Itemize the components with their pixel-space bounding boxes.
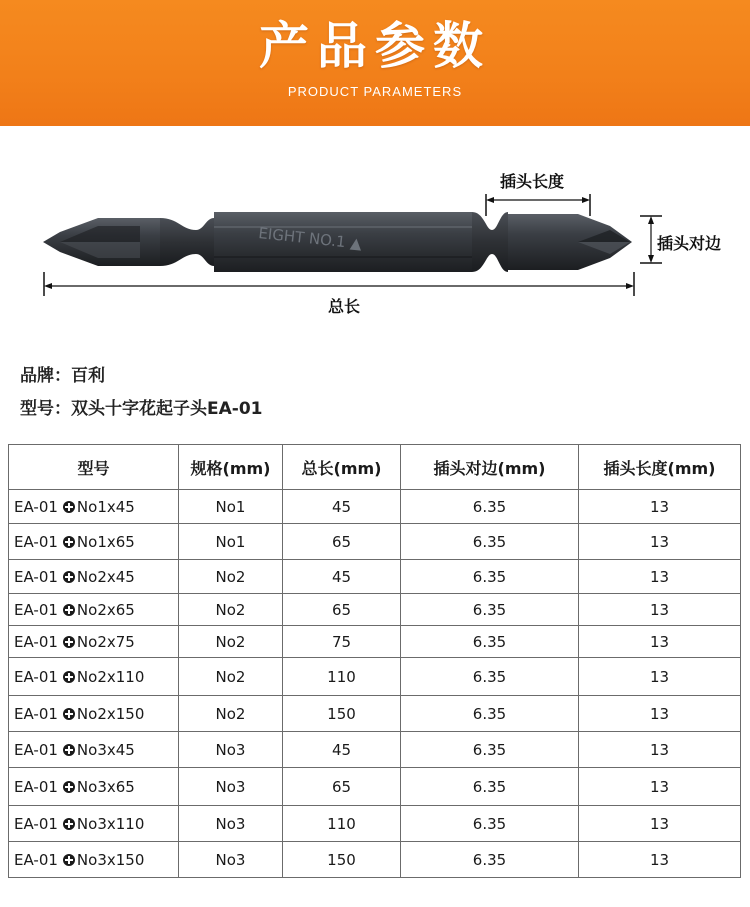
- cell-tip-length: 13: [579, 768, 741, 806]
- cell-tip-width: 6.35: [401, 696, 579, 732]
- cell-spec: No3: [179, 806, 283, 842]
- cell-total-length: 65: [283, 594, 401, 626]
- table-row: [9, 560, 741, 594]
- table-row: [9, 696, 741, 732]
- cell-tip-length: 13: [579, 524, 741, 560]
- cell-tip-length: 13: [579, 626, 741, 658]
- model-line: [20, 394, 262, 419]
- cell-tip-length: 13: [579, 696, 741, 732]
- cell-tip-width: 6.35: [401, 594, 579, 626]
- table-header-row: [9, 445, 741, 490]
- model-size: No2x75: [76, 632, 135, 651]
- model-label: 型号：: [20, 399, 71, 419]
- model-size: No3x150: [76, 850, 145, 869]
- phillips-cross-icon: [63, 536, 75, 548]
- model-size: No2x150: [76, 704, 145, 723]
- header-tip-width: 插头对边(mm): [401, 445, 579, 490]
- cell-spec: No2: [179, 626, 283, 658]
- table-body: [9, 490, 741, 878]
- model-size: No3x65: [76, 777, 135, 796]
- cell-total-length: 150: [283, 842, 401, 878]
- cell-total-length: 45: [283, 490, 401, 524]
- cell-tip-length: 13: [579, 806, 741, 842]
- phillips-cross-icon: [63, 671, 75, 683]
- spec-table: [8, 444, 741, 878]
- model-prefix: EA-01: [14, 632, 58, 651]
- header-model: 型号: [9, 445, 179, 490]
- model-size: No3x45: [76, 740, 135, 759]
- product-diagram: [0, 126, 750, 346]
- model-prefix: EA-01: [14, 532, 58, 551]
- cell-spec: No2: [179, 658, 283, 696]
- page-subtitle: PRODUCT PARAMETERS: [287, 84, 463, 99]
- bit-engraving: EIGHT NO.1 ▲: [257, 224, 363, 253]
- table-row: [9, 768, 741, 806]
- cell-tip-length: 13: [579, 842, 741, 878]
- model-prefix: EA-01: [14, 740, 58, 759]
- cell-model: [9, 560, 179, 594]
- cell-spec: No2: [179, 560, 283, 594]
- cell-spec: No3: [179, 732, 283, 768]
- cell-tip-width: 6.35: [401, 626, 579, 658]
- cell-model: [9, 696, 179, 732]
- table-row: [9, 806, 741, 842]
- phillips-cross-icon: [63, 501, 75, 513]
- phillips-cross-icon: [63, 744, 75, 756]
- model-size: No1x45: [76, 497, 135, 516]
- brand-label: 品牌：: [20, 366, 71, 386]
- tip-length-label: 插头长度: [500, 172, 565, 191]
- model-value: 双头十字花起子头EA-01: [71, 399, 263, 419]
- cell-spec: No2: [179, 696, 283, 732]
- cell-total-length: 45: [283, 560, 401, 594]
- cell-tip-length: 13: [579, 732, 741, 768]
- cell-total-length: 45: [283, 732, 401, 768]
- cell-total-length: 110: [283, 658, 401, 696]
- cell-tip-width: 6.35: [401, 490, 579, 524]
- table-row: [9, 626, 741, 658]
- cell-model: [9, 768, 179, 806]
- cell-model: [9, 594, 179, 626]
- cell-spec: No3: [179, 842, 283, 878]
- phillips-cross-icon: [63, 781, 75, 793]
- cell-tip-width: 6.35: [401, 658, 579, 696]
- cell-spec: No1: [179, 490, 283, 524]
- table-row: [9, 842, 741, 878]
- header-banner: [0, 0, 750, 126]
- phillips-cross-icon: [63, 604, 75, 616]
- brand-line: [20, 361, 105, 386]
- cell-total-length: 150: [283, 696, 401, 732]
- table-row: [9, 658, 741, 696]
- cell-tip-width: 6.35: [401, 732, 579, 768]
- cell-tip-length: 13: [579, 490, 741, 524]
- model-size: No1x65: [76, 532, 135, 551]
- page-title: 产品参数: [259, 17, 491, 75]
- cell-total-length: 65: [283, 768, 401, 806]
- cell-spec: No1: [179, 524, 283, 560]
- cell-tip-width: 6.35: [401, 806, 579, 842]
- phillips-cross-icon: [63, 708, 75, 720]
- model-prefix: EA-01: [14, 704, 58, 723]
- model-prefix: EA-01: [14, 600, 58, 619]
- cell-spec: No2: [179, 594, 283, 626]
- model-prefix: EA-01: [14, 667, 58, 686]
- cell-total-length: 110: [283, 806, 401, 842]
- cell-model: [9, 842, 179, 878]
- phillips-cross-icon: [63, 818, 75, 830]
- tip-width-label: 插头对边: [657, 234, 722, 253]
- screwdriver-bit-illustration: [0, 126, 750, 346]
- header-total-length: 总长(mm): [283, 445, 401, 490]
- cell-model: [9, 490, 179, 524]
- cell-model: [9, 732, 179, 768]
- model-size: No2x45: [76, 567, 135, 586]
- model-prefix: EA-01: [14, 850, 58, 869]
- cell-model: [9, 658, 179, 696]
- cell-tip-width: 6.35: [401, 560, 579, 594]
- cell-model: [9, 806, 179, 842]
- table-row: [9, 490, 741, 524]
- model-prefix: EA-01: [14, 814, 58, 833]
- cell-spec: No3: [179, 768, 283, 806]
- phillips-cross-icon: [63, 854, 75, 866]
- cell-total-length: 65: [283, 524, 401, 560]
- cell-model: [9, 524, 179, 560]
- table-row: [9, 594, 741, 626]
- model-size: No3x110: [76, 814, 145, 833]
- cell-tip-length: 13: [579, 594, 741, 626]
- cell-tip-length: 13: [579, 560, 741, 594]
- header-spec: 规格(mm): [179, 445, 283, 490]
- brand-value: 百利: [71, 366, 105, 386]
- phillips-cross-icon: [63, 636, 75, 648]
- cell-tip-width: 6.35: [401, 842, 579, 878]
- table-row: [9, 524, 741, 560]
- cell-model: [9, 626, 179, 658]
- cell-tip-width: 6.35: [401, 524, 579, 560]
- cell-total-length: 75: [283, 626, 401, 658]
- model-size: No2x65: [76, 600, 135, 619]
- header-tip-length: 插头长度(mm): [579, 445, 741, 490]
- model-prefix: EA-01: [14, 777, 58, 796]
- total-length-label: 总长: [328, 297, 361, 316]
- cell-tip-length: 13: [579, 658, 741, 696]
- cell-tip-width: 6.35: [401, 768, 579, 806]
- model-size: No2x110: [76, 667, 145, 686]
- model-prefix: EA-01: [14, 567, 58, 586]
- table-row: [9, 732, 741, 768]
- phillips-cross-icon: [63, 571, 75, 583]
- model-prefix: EA-01: [14, 497, 58, 516]
